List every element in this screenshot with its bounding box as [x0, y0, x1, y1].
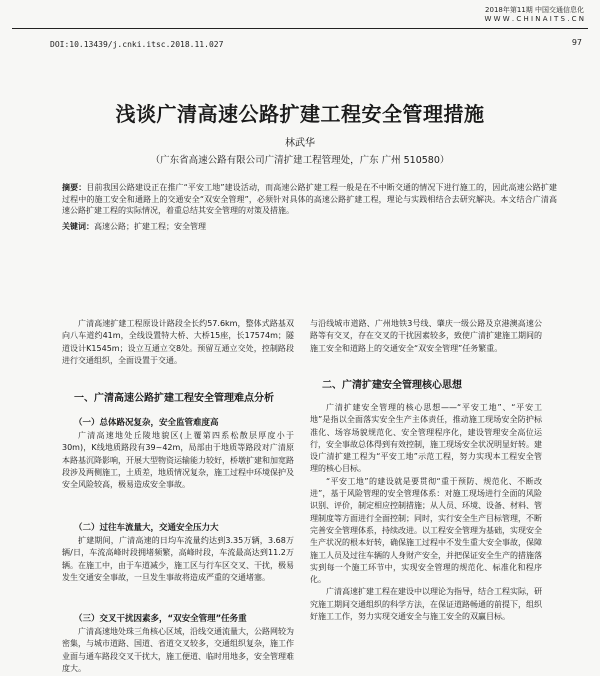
- section-2-paragraph-2: “平安工地”的建设就是要贯彻“重于预防、规范化、不断改进”，基于风险管理的安全管理体系：对施工现场进行全面的风险识别、评价，制定相应控制措施；从人员、环境、设备、材料、管理制度等方面进行全面控制；同时，实行安全生产目标管理，不断完善安全管理体系，持续改进。以工程安全管理为基础，实现安全生产状况的根本好转，确保施工过程中不发生重大安全事故，保障施工人员及过往车辆的人身财产安全，并把保证安全生产的措施落实到每一个施工环节中，实现安全管理的规范化、标准化和程序化。: [310, 476, 542, 585]
- subsection-3-body: [62, 626, 294, 674]
- abstract-text: 目前我国公路建设正在推广“平安工地”建设活动，而高速公路扩建工程一般是在不中断交通的情况下进行施工的，因此高速公路扩建过程中的施工安全和通路上的交通安全“双安全管理”，必须针对具体的高速公路扩建工程，理论与实践相结合去研究解决。本文结合广清高速公路扩建工程的实际情况，着重总结其安全管理的对策及措施。: [62, 183, 558, 215]
- section-2-paragraph-3: 广清高速扩建工程在建设中以理论为指导，结合工程实际，研究施工期间交通组织的科学方法，在保证道路畅通的前提下，组织好施工工作，努力实现交通安全与施工安全的双赢目标。: [310, 587, 542, 622]
- subsection-3-text: 广清高速地处珠三角核心区域，沿线交通流量大，公路网较为密集，与城市道路、国道、省道交叉较多，交通组织复杂，施工作业面与通车路段交叉干扰大，施工便道、临时用地多，安全管理难度大。: [62, 627, 294, 673]
- keywords: [62, 221, 206, 232]
- subsection-1-text: 广清高速地处丘陵地貌区(上覆第四系松散层厚度小于30m)，K线地质路段有39~42m，局部由于地质等路段对广清原本路基沉降影响，开展大型物资运输能力较好，桥墩扩建和加宽路段涉及两侧施工，土质差，地质情况复杂，施工过程中环境保护及安全风险较高，极易造成安全事故。: [62, 431, 294, 490]
- section-2-heading: 二、广清扩建安全管理核心思想: [322, 380, 462, 391]
- subsection-2-body: [62, 535, 294, 584]
- subsection-3-heading: （三）交叉干扰因素多，“双安全管理”任务重: [74, 614, 247, 624]
- section-2-paragraph-1: 广清扩建安全管理的核心思想——“平安工地”、“平安工地”是指以全面落实安全生产主体责任，推动施工现场安全防护标准化、场容场貌规范化、安全管理程序化，建设管理安全高位运行，安全事故总体得到有效控制，施工现场安全状况明显好转。建设广清扩建工程为“平安工地”示范工程，努力实现本工程安全管理的核心目标。: [310, 403, 542, 474]
- journal-name: 2018年第11期 中国交通信息化: [485, 6, 584, 14]
- right-intro-continued: [310, 318, 542, 355]
- subsection-2-heading: （二）过往车流量大，交通安全压力大: [74, 523, 219, 533]
- section-1-heading: 一、广清高速公路扩建工程安全管理难点分析: [74, 393, 274, 404]
- section-2-body: [310, 402, 542, 674]
- subsection-2-text: 扩建期间，广清高速的日均车流量约达到3.35万辆，3.68万辆/日，车流高峰时段拥堵频繁，高峰时段，车流最高达到11.2万辆。在施工中，由于车道减少，施工区与行车区交叉、干扰，极易发生交通安全事故，一旦发生事故将造成严重的交通堵塞。: [62, 536, 294, 582]
- header-divider: [12, 28, 588, 29]
- abstract: [62, 182, 557, 217]
- author: 林武华: [285, 138, 315, 149]
- doi: DOI:10.13439/j.cnki.itsc.2018.11.027: [50, 40, 224, 49]
- keywords-text: 高速公路；扩建工程；安全管理: [94, 222, 206, 231]
- intro-paragraph: 广清高速扩建工程原设计路段全长约57.6km，整体式路基双向八车道约41m，全线设置特大桥、大桥15座，长17574m；隧道设计K1545m；设立互通立交8处。预留互通立交处，控制路段进行交通组织，全面设置于交通。: [62, 319, 294, 365]
- journal-header: [484, 6, 584, 24]
- affiliation: （广东省高速公路有限公司广清扩建工程管理处，广东 广州 510580）: [150, 155, 450, 166]
- abstract-label: 摘要：: [62, 183, 87, 192]
- page-number: 97: [571, 38, 582, 47]
- subsection-1-heading: （一）总体路况复杂，安全监管难度高: [74, 418, 219, 428]
- journal-url: W W W . C H I N A I T S . C N: [484, 15, 584, 23]
- article-title: 浅谈广清高速公路扩建工程安全管理措施: [115, 102, 485, 126]
- keywords-label: 关键词：: [62, 222, 94, 231]
- intro-continued-text: 与沿线城市道路、广州地铁3号线、肇庆一级公路及京港澳高速公路等有交叉，存在交叉的干扰因素较多，致使广清扩建施工期间的施工安全和道路上的交通安全“双安全管理”任务繁重。: [310, 319, 542, 353]
- subsection-1-body: [62, 430, 294, 491]
- left-intro: [62, 318, 294, 367]
